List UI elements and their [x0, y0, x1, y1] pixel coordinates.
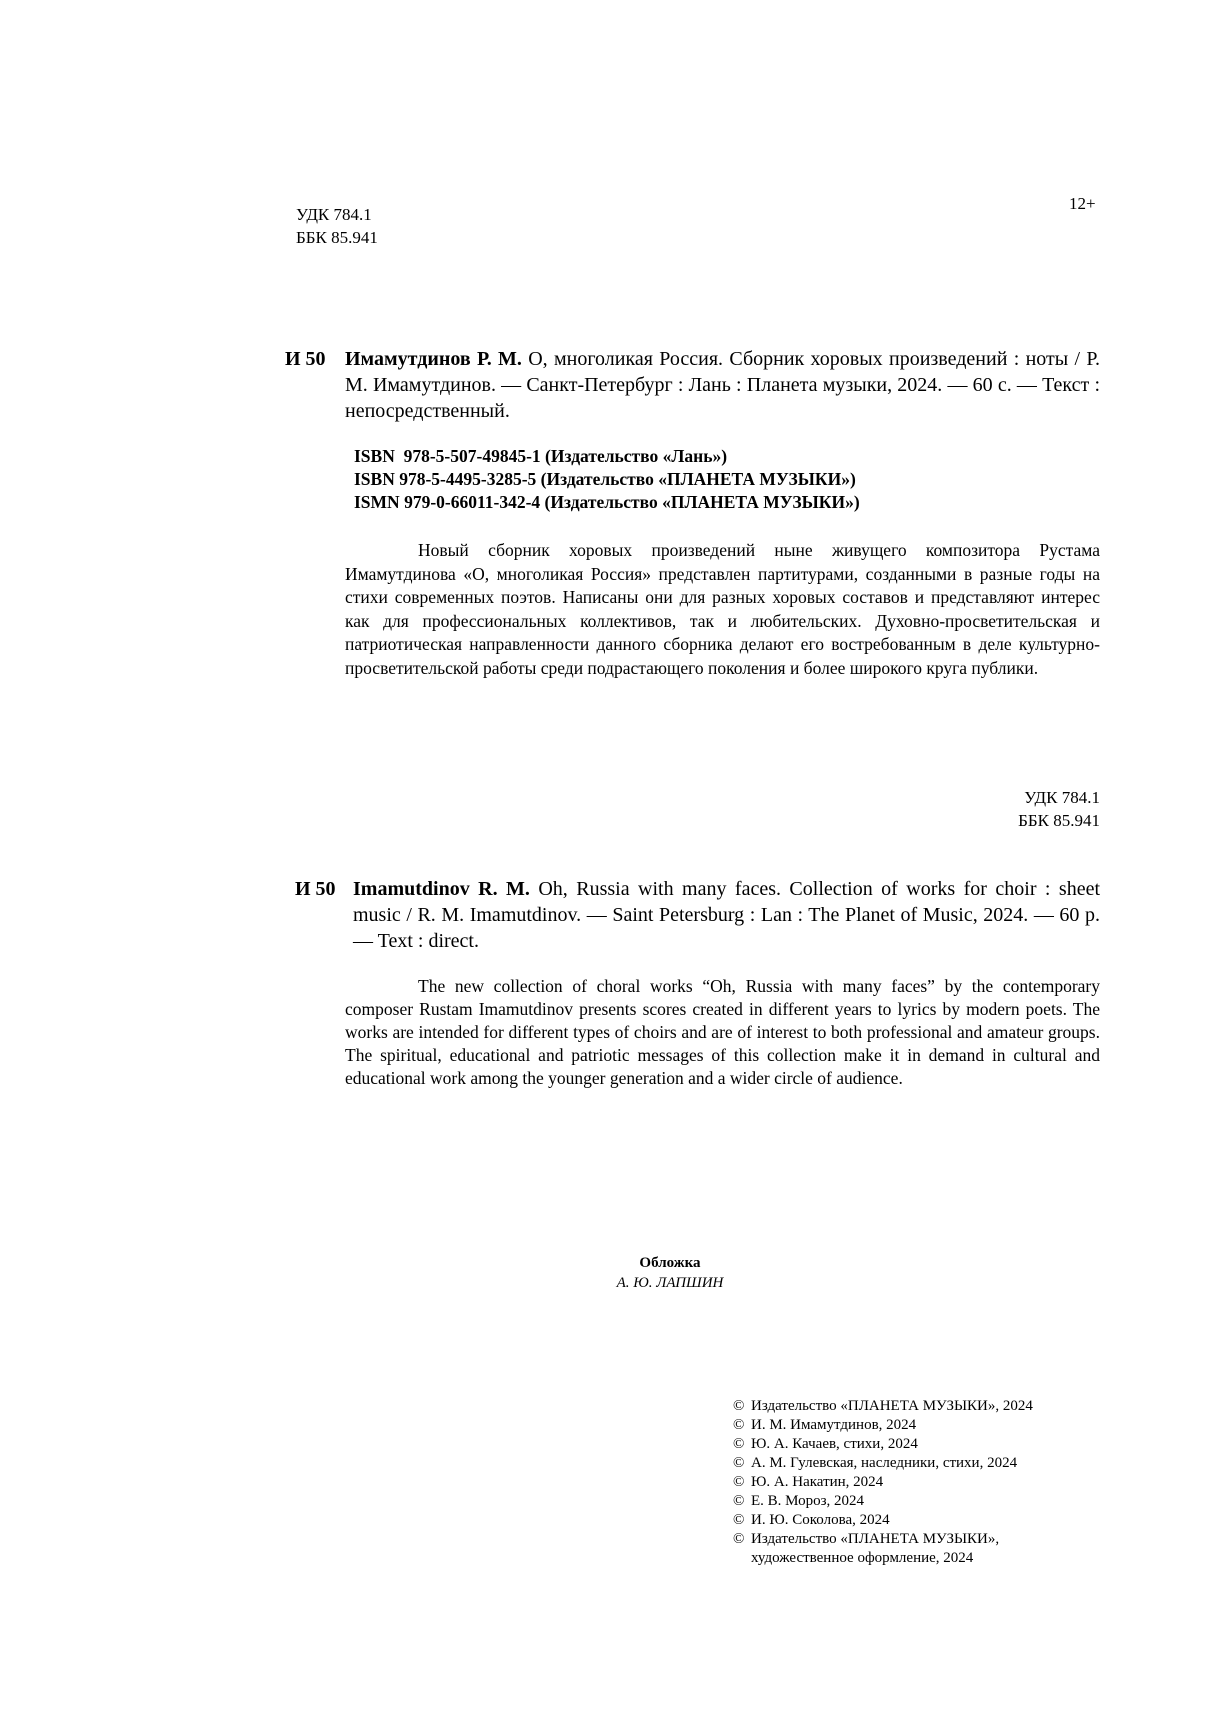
ismn-planet: ISMN 979-0-66011-342-4 (Издательство «ПЛАНЕТА МУЗЫКИ»)	[354, 492, 860, 512]
bbk-code: ББК 85.941	[296, 228, 378, 247]
copyright-symbol: ©	[733, 1531, 745, 1547]
bbk-code-mid: ББК 85.941	[1018, 811, 1100, 830]
copyright-item: © Е. В. Мороз, 2024	[733, 1493, 865, 1509]
copyright-symbol: ©	[733, 1436, 745, 1452]
copyright-symbol: ©	[733, 1398, 745, 1414]
udk-code-mid: УДК 784.1	[1024, 788, 1100, 807]
entry-body-en	[353, 876, 1100, 954]
copyright-symbol: ©	[733, 1455, 745, 1471]
entry-description: О, многоликая Россия. Сборник хоровых произведений : ноты / Р. М. Имамутдинов. — Санкт-Петербург : Лань : Планета музыки, 2024. — 60 с. — Текст : непосредственный.	[345, 348, 1100, 422]
copyright-item: © Издательство «ПЛАНЕТА МУЗЫКИ», 2024	[733, 1398, 1033, 1414]
copyright-item: © Издательство «ПЛАНЕТА МУЗЫКИ», художественное оформление, 2024	[733, 1531, 1000, 1566]
author-mark-en: И 50	[295, 878, 336, 900]
annotation-en	[345, 975, 1100, 1090]
copyright-item: © Ю. А. Накатин, 2024	[733, 1474, 884, 1490]
author-mark: И 50	[285, 348, 326, 370]
bibliographic-entry-ru	[285, 346, 1100, 424]
copyright-symbol: ©	[733, 1417, 745, 1433]
entry-author-en: Imamutdinov R. M.	[353, 878, 530, 900]
identifiers-block	[354, 445, 860, 514]
copyright-symbol: ©	[733, 1493, 745, 1509]
copyright-list	[733, 1397, 1103, 1568]
cover-label: Обложка	[639, 1255, 701, 1271]
annotation-ru-text: Новый сборник хоровых произведений ныне живущего композитора Рустама Имамутдинова «О, многоликая Россия» представлен партитурами, созданными в разные годы на стихи современных поэтов. Написаны они для разных хоровых составов и представляют интерес как для профессиональных коллективов, так и любительских. Духовно-просветительская и патриотическая направленности данного сборника делают его востребованным в деле культурно-просветительской работы среди подрастающего поколения и более широкого круга публики.	[345, 540, 1100, 678]
copyright-item: © И. М. Имамутдинов, 2024	[733, 1417, 917, 1433]
mid-classification	[990, 786, 1100, 832]
isbn-lan: ISBN 978-5-507-49845-1 (Издательство «Лань»)	[354, 446, 728, 466]
age-rating: 12+	[1069, 194, 1096, 213]
copyright-item: © А. М. Гулевская, наследники, стихи, 2024	[733, 1455, 1018, 1471]
entry-author: Имамутдинов Р. М.	[345, 348, 522, 370]
cover-designer: А. Ю. ЛАПШИН	[616, 1275, 724, 1291]
entry-description-en: Oh, Russia with many faces. Collection of works for choir : sheet music / R. M. Imamutdinov. — Saint Petersburg : Lan : The Planet of Music, 2024. — 60 p. — Text : direct.	[353, 878, 1101, 952]
bibliographic-entry-en	[295, 876, 1100, 954]
copyright-symbol: ©	[733, 1512, 745, 1528]
top-classification	[296, 203, 378, 249]
annotation-en-text: The new collection of choral works “Oh, Russia with many faces” by the contemporary composer Rustam Imamutdinov presents scores created in different years to lyrics by modern poets. The works are intended for different types of choirs and are of interest to both professional and amateur groups. The spiritual, educational and patriotic messages of this collection make it in demand in cultural and educational work among the younger generation and a wider circle of audience.	[345, 976, 1100, 1088]
copyright-item: © И. Ю. Соколова, 2024	[733, 1512, 890, 1528]
annotation-ru	[345, 539, 1100, 680]
udk-code: УДК 784.1	[296, 205, 372, 224]
cover-credit	[560, 1253, 780, 1293]
copyright-item: © Ю. А. Качаев, стихи, 2024	[733, 1436, 918, 1452]
copyright-symbol: ©	[733, 1474, 745, 1490]
entry-body	[345, 346, 1100, 424]
isbn-planet: ISBN 978-5-4495-3285-5 (Издательство «ПЛАНЕТА МУЗЫКИ»)	[354, 469, 856, 489]
